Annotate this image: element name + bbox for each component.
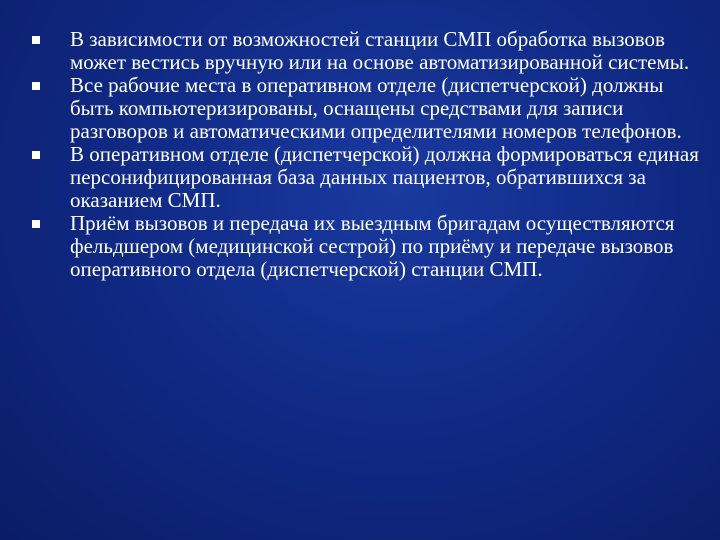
bullet-item <box>28 74 708 143</box>
square-bullet-icon <box>32 36 40 44</box>
bullet-text: Все рабочие места в оперативном отделе (диспетчерской) должны быть компьютеризированы, оснащены средствами для записи разговоров и автоматическими определителями номеров телефонов. <box>70 73 682 143</box>
square-bullet-icon <box>32 82 40 90</box>
square-bullet-icon <box>32 220 40 228</box>
bullet-text: В оперативном отделе (диспетчерской) должна формироваться единая персонифицированная база данных пациентов, обратившихся за оказанием СМП. <box>70 142 699 212</box>
bullet-list <box>28 28 708 281</box>
bullet-item <box>28 143 708 212</box>
bullet-text: Приём вызовов и передача их выездным бригадам осуществляются фельдшером (медицинской сестрой) по приёму и передаче вызовов оперативного отдела (диспетчерской) станции СМП. <box>70 211 675 281</box>
square-bullet-icon <box>32 151 40 159</box>
bullet-item <box>28 212 708 281</box>
bullet-item <box>28 28 708 74</box>
bullet-text: В зависимости от возможностей станции СМП обработка вызовов может вестись вручную или на основе автоматизированной системы. <box>70 27 690 74</box>
